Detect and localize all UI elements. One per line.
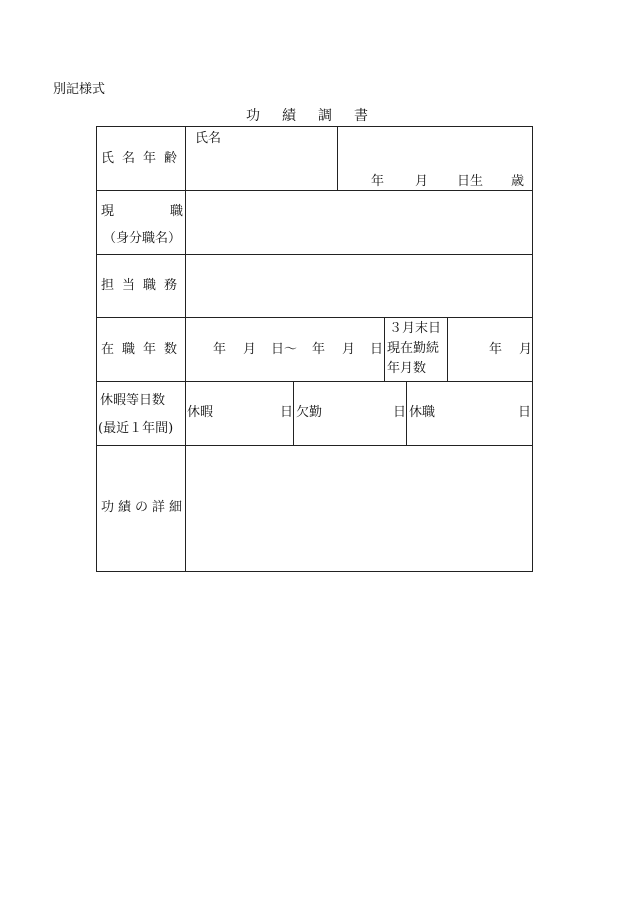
position-field[interactable] [189,194,529,250]
end-day-unit: 日 [370,342,384,357]
row-divider [97,317,532,318]
merit-details-field[interactable] [189,449,529,567]
service-years-label: 在職年数 [101,342,186,357]
column-divider [293,381,294,445]
service-period-field[interactable] [189,321,384,377]
suspension-label: 休職 [409,405,436,420]
birth-day-unit: 日生 [457,174,484,189]
march-end-label-line3: 年月数 [387,361,427,376]
column-divider [384,317,385,381]
start-day-unit: 日〜 [271,342,298,357]
leave-days-sublabel: (最近１年間) [98,421,174,436]
tenure-year-unit: 年 [489,342,503,357]
absence-days-field[interactable] [297,385,402,441]
leave-label: 休暇 [187,405,214,420]
merit-details-label: 功績の詳細 [101,500,187,515]
end-month-unit: 月 [342,342,356,357]
row-divider [97,254,532,255]
merit-record-table [96,126,533,572]
birth-month-unit: 月 [415,174,429,189]
tenure-field[interactable] [451,321,529,377]
row-divider [97,381,532,382]
duties-field[interactable] [189,258,529,314]
start-month-unit: 月 [243,342,257,357]
name-field[interactable] [189,147,333,187]
form-style-label: 別記様式 [53,82,106,97]
leave-days-field[interactable] [189,385,289,441]
end-year-unit: 年 [312,342,326,357]
position-label: 現職 [101,204,183,219]
row-divider [97,445,532,446]
absence-label: 欠勤 [296,405,323,420]
tenure-month-unit: 月 [519,342,533,357]
duties-label: 担当職務 [101,278,186,293]
column-divider [406,381,407,445]
birth-year-unit: 年 [371,174,385,189]
name-age-label: 氏名年齢 [101,151,186,166]
suspension-day-unit: 日 [518,405,532,420]
position-sublabel: （身分職名） [103,231,182,246]
absence-day-unit: 日 [393,405,407,420]
suspension-days-field[interactable] [410,385,532,441]
column-divider [337,127,338,191]
document-title: 功績調書 [246,108,390,124]
leave-days-label: 休暇等日数 [100,393,166,408]
column-divider [447,317,448,381]
age-unit: 歳 [511,174,525,189]
name-caption: 氏名 [195,131,222,146]
start-year-unit: 年 [213,342,227,357]
march-end-label-line1: ３月末日 [389,321,442,336]
birth-age-field[interactable] [341,131,529,171]
row-divider [97,190,532,191]
leave-day-unit: 日 [280,405,294,420]
march-end-label-line2: 現在勤続 [387,341,440,356]
